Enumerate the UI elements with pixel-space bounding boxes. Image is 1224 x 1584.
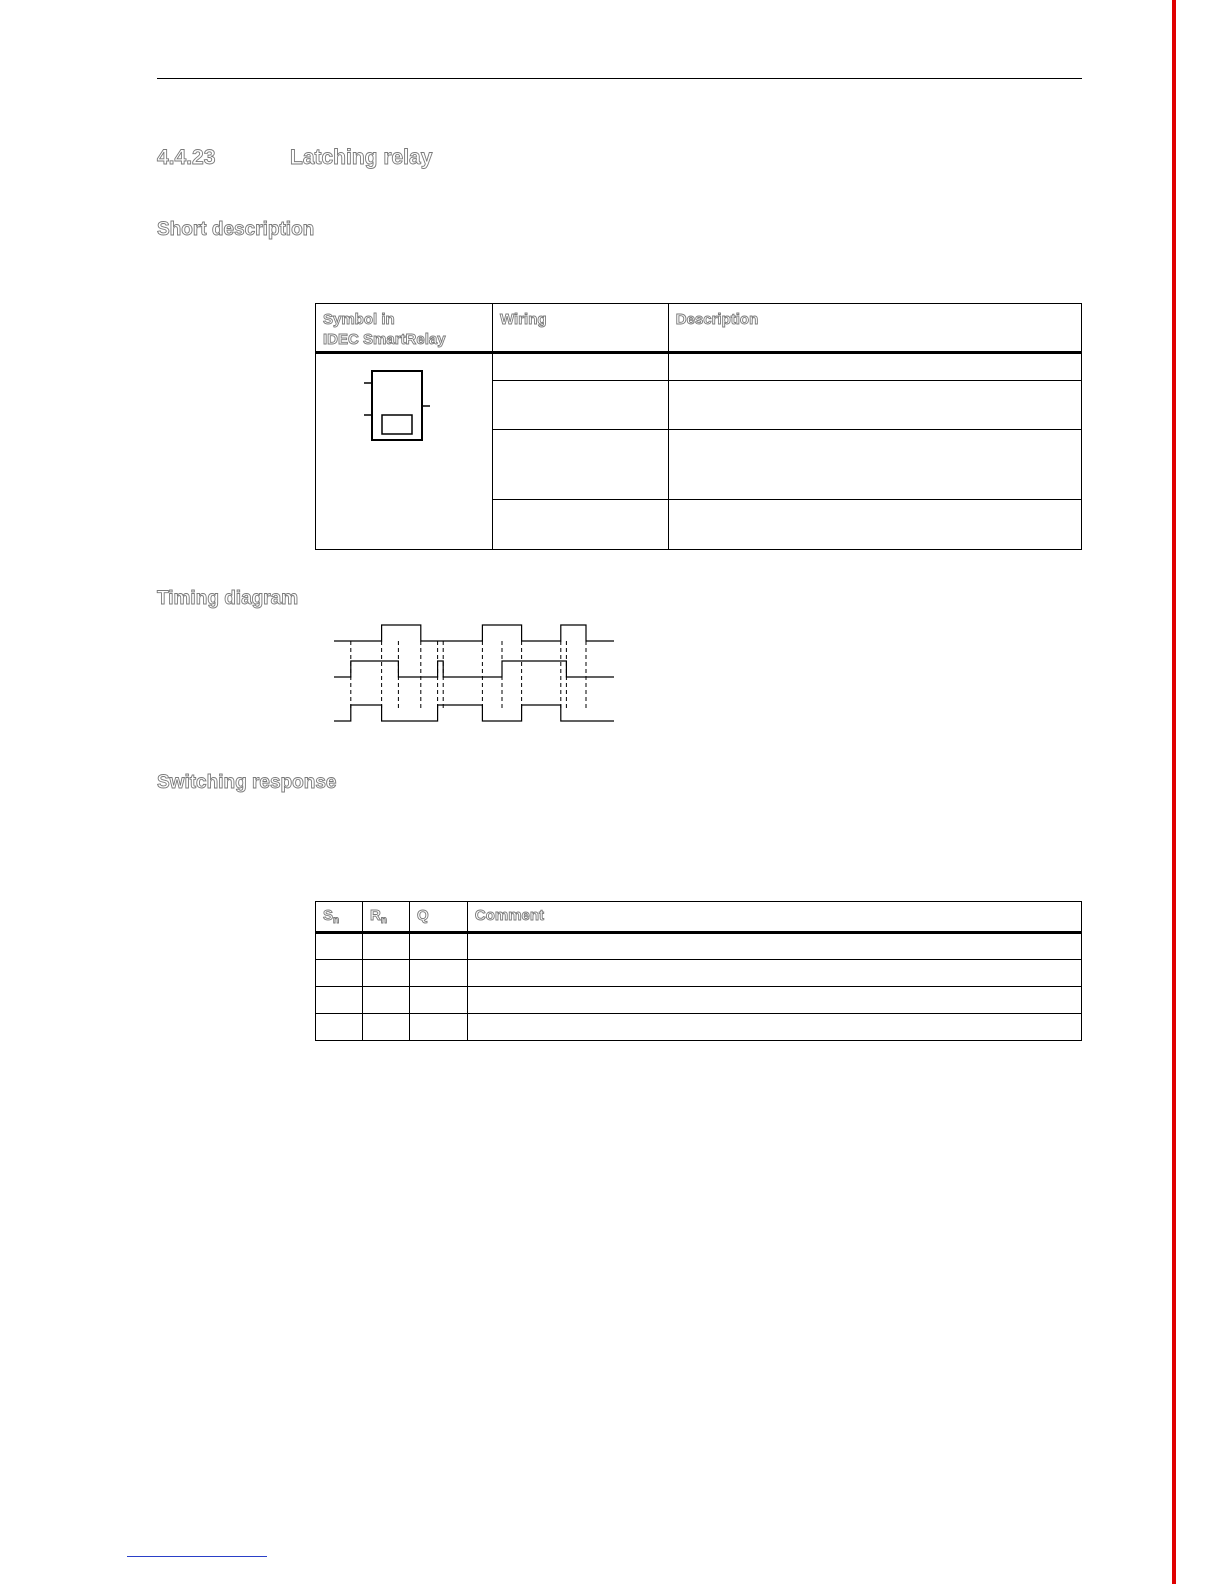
table-row	[316, 960, 1082, 987]
switching-response-heading: Switching response	[157, 772, 337, 793]
description-header: Description	[668, 304, 1081, 353]
latching-relay-symbol-icon	[316, 354, 492, 544]
section-title: Latching relay	[290, 146, 433, 169]
wiring-cell	[493, 430, 669, 500]
timing-diagram-heading: Timing diagram	[157, 588, 299, 609]
table-row	[316, 933, 1082, 960]
wiring-cell	[493, 353, 669, 381]
output-signal	[334, 705, 614, 721]
symbol-header-line1: Symbol in	[323, 311, 395, 328]
wiring-cell	[493, 500, 669, 550]
set-input-header: $S_n$	[316, 902, 363, 933]
short-description-heading: Short description	[157, 219, 315, 240]
description-cell	[668, 430, 1081, 500]
description-cell	[668, 500, 1081, 550]
wiring-header: Wiring	[493, 304, 669, 353]
timing-diagram	[330, 618, 620, 730]
header-rule	[157, 78, 1082, 79]
symbol-cell	[316, 353, 493, 550]
comment-header: Comment	[467, 902, 1081, 933]
table-row	[316, 987, 1082, 1014]
reset-input-header: $R_n$	[362, 902, 409, 933]
table-row	[316, 1014, 1082, 1041]
reset-signal	[334, 625, 614, 641]
wiring-cell	[493, 380, 669, 430]
symbol-header	[316, 304, 493, 353]
symbol-table	[315, 303, 1082, 550]
description-cell	[668, 380, 1081, 430]
description-cell	[668, 353, 1081, 381]
symbol-header-line2: IDEC SmartRelay	[323, 331, 446, 348]
section-number: 4.4.23	[157, 146, 216, 169]
set-signal	[334, 661, 614, 677]
footer-link-underline	[127, 1556, 267, 1557]
output-header: Q	[409, 902, 467, 933]
page-edge-bar	[1172, 0, 1176, 1584]
switching-response-table	[315, 901, 1082, 1041]
